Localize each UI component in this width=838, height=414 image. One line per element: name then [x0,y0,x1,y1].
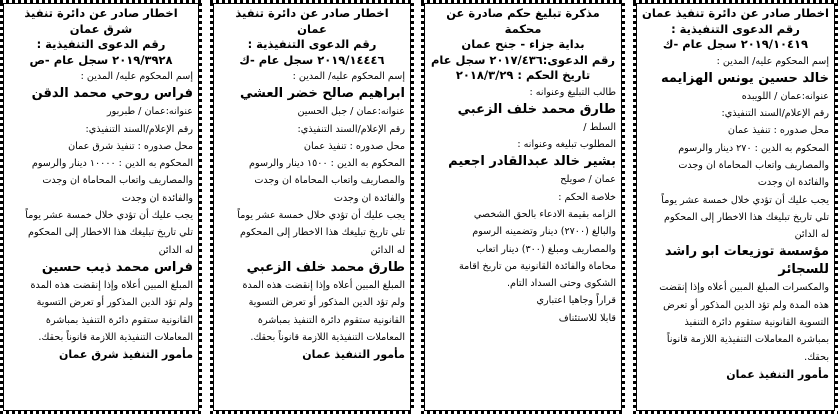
notice-line: إسم المحكوم عليه/ المدين : [292,71,405,82]
notice-line: الزامه بقيمة الادعاء بالحق الشخصي [473,208,616,220]
notice-line: والفائدة ان وجدت [757,177,829,189]
notice-line: طالب التبليغ وعنوانه : [529,86,616,98]
notice-line: مأمور التنفيذ شرق عمان [58,348,193,362]
notice-line: رقم الدعوى التنفيذية : [247,37,377,51]
notice-line: المبلغ المبين أعلاه وإذا إنقضت هذه المدة [30,279,193,291]
notice-line: رقم الإعلام/السند التنفيذي: [721,108,829,120]
notice-court-judgment [421,0,625,414]
notice-line: القانونية ستقوم دائرة التنفيذ بمباشرة [45,314,193,326]
notice-line: عنوانه:عمان / اللويبده [741,90,829,102]
notice-line: محل صدوره : تنفيذ عمان [303,140,405,152]
notice-line: المعاملات التنفيذية اللازمة قانوناً بحقك. [38,331,193,343]
notice-line: ولم تؤد الدين المذكور أو تعرض التسوية [36,297,193,309]
notice-line: رقم الدعوى التنفيذية : [671,21,800,36]
notice-line: المبلغ المبين أعلاه وإذا إنقضت هذه المدة [242,279,405,291]
notice-line: المحكوم به الدين : ١٥٠٠ دينار والرسوم [249,158,405,170]
notice-line: والمصاريف واتعاب المحاماة ان وجدت [678,159,829,171]
notice-line: قابلا للاستئناف [558,312,616,324]
notice-line: المطلوب تبليغه وعنوانه : [517,139,616,151]
notice-line: فراس محمد ذيب حسين [41,259,193,275]
notice-line: هذه المدة ولم تؤد الدين المذكور أو تعرض [663,299,829,311]
notice-line: تاريخ الحكم : ٢٠١٨/٣/٢٩ [455,68,591,82]
notice-line: محاماة والفائدة القانونية من تاريخ اقامة [458,260,616,272]
notice-line: ٢٠١٩/٣٩٢٨ سجل عام -ص [29,52,173,67]
notice-line: رقم الدعوى التنفيذية : [36,37,166,51]
notice-line: ٢٠١٩/١٠٤١٩ سجل عام -ك [662,37,809,51]
notice-line: القانونية ستقوم دائرة التنفيذ بمباشرة [257,314,405,326]
notice-line: مؤسسة توزيعات ابو راشد للسجائر [664,244,829,278]
notice-line: بشير خالد عبدالقادر اجعيم [448,154,616,170]
notice-line: ٢٠١٩/١٤٤٤٦ سجل عام -ك [239,52,385,67]
notice-line: بداية جزاء - جنح عمان [461,37,585,51]
notice-line: عنوانه:عمان / طبربور [107,106,193,118]
notice-line: السلط / [583,121,616,133]
notice-line: عنوانه:عمان / جبل الحسين [297,106,405,118]
notice-content [642,6,829,408]
notice-line: والفائدة ان وجدت [121,192,193,204]
notice-line: له الدائن [794,229,829,241]
notice-line: تلي تاريخ تبليغك هذا الاخطار إلى المحكوم [28,227,193,239]
notice-line: ابراهيم صالح خضر العشي [240,86,405,102]
notice-line: اخطار صادر عن دائرة تنفيذ عمان [642,6,829,20]
notice-line: تلي تاريخ تبليغك هذا الاخطار إلى المحكوم [664,211,829,223]
notice-line: يجب عليك أن تؤدي خلال خمسة عشر يوماً [661,194,829,206]
notice-line: له الدائن [158,244,193,256]
notice-line: والمصاريف واتعاب المحاماة ان وجدت [254,175,405,187]
notice-content [430,6,616,408]
notice-line: طارق محمد خلف الزعبي [457,101,616,117]
notice-line: محل صدوره : تنفيذ عمان [727,125,829,137]
notice-line: بحقك. [804,351,829,363]
notice-line: والبالغ (٢٧٠٠) دينار وتضمينه الرسوم [472,226,616,238]
notice-line: قراراً وجاهيا اعتباري [536,295,616,307]
notice-line: اخطار صادر عن دائرة تنفيذ [24,6,178,20]
notice-line: فراس روحي محمد الدقن [31,86,193,102]
notice-line: مذكرة تبليغ حكم صادرة عن محكمة [446,6,600,36]
notice-line: بمباشرة المعاملات التنفيذية اللازمة قانوناً [666,334,829,346]
notice-line: والمصاريف واتعاب المحاماة ان وجدت [42,175,193,187]
notice-line: شرق عمان [69,21,133,36]
notice-line: اخطار صادر عن دائرة تنفيذ عمان [235,6,389,36]
notice-line: رقم الدعوى:٢٠١٧/٤٣٦ سجل عام [430,52,616,67]
notice-line: يجب عليك أن تؤدي خلال خمسة عشر يوماً [25,210,193,222]
notice-amman-execution-10419 [633,0,838,414]
notice-line: المحكوم به الدين : ١٠٠٠٠ دينار والرسوم [31,158,193,170]
notice-line: المعاملات التنفيذية اللازمة قانوناً بحقك. [250,331,405,343]
notice-line: له الدائن [370,244,405,256]
notice-line: المحكوم به الدين : ٢٧٠ دينار والرسوم [678,142,829,154]
notice-line: رقم الإعلام/السند التنفيذي: [297,123,405,135]
notice-line: إسم المحكوم عليه/ المدين : [80,71,193,82]
notice-line: مأمور التنفيذ عمان [302,348,405,362]
notice-line: والمكسرات المبلغ المبين أعلاه وإذا إنقضت [659,282,829,294]
notice-line: خلاصة الحكم : [558,191,616,203]
notice-line: طارق محمد خلف الزعبي [246,259,405,275]
notice-east-amman-execution [0,0,202,414]
notice-content [219,6,405,408]
notice-line: يجب عليك أن تؤدي خلال خمسة عشر يوماً [237,210,405,222]
notice-line: والمصاريف ومبلغ (٣٠٠) دينار اتعاب [476,243,616,255]
notice-line: محل صدوره : تنفيذ شرق عمان [68,140,193,152]
notice-line: ولم تؤد الدين المذكور أو تعرض التسوية [248,297,405,309]
notice-line: إسم المحكوم عليه/ المدين : [716,55,829,67]
notice-line: الشكوى وحتى السداد التام. [506,278,616,290]
notice-line: مأمور التنفيذ عمان [726,367,829,381]
notice-line: خالد حسين يونس الهزايمه [660,70,829,86]
notice-amman-execution-14446 [210,0,414,414]
notice-content [9,6,193,408]
notice-line: التسوية القانونية ستقوم دائرة التنفيذ [684,317,829,329]
notice-line: تلي تاريخ تبليغك هذا الاخطار إلى المحكوم [240,227,405,239]
notice-line: والفائدة ان وجدت [333,192,405,204]
notice-line: رقم الإعلام/السند التنفيذي: [85,123,193,135]
notice-line: عمان / صويلح [560,174,616,186]
